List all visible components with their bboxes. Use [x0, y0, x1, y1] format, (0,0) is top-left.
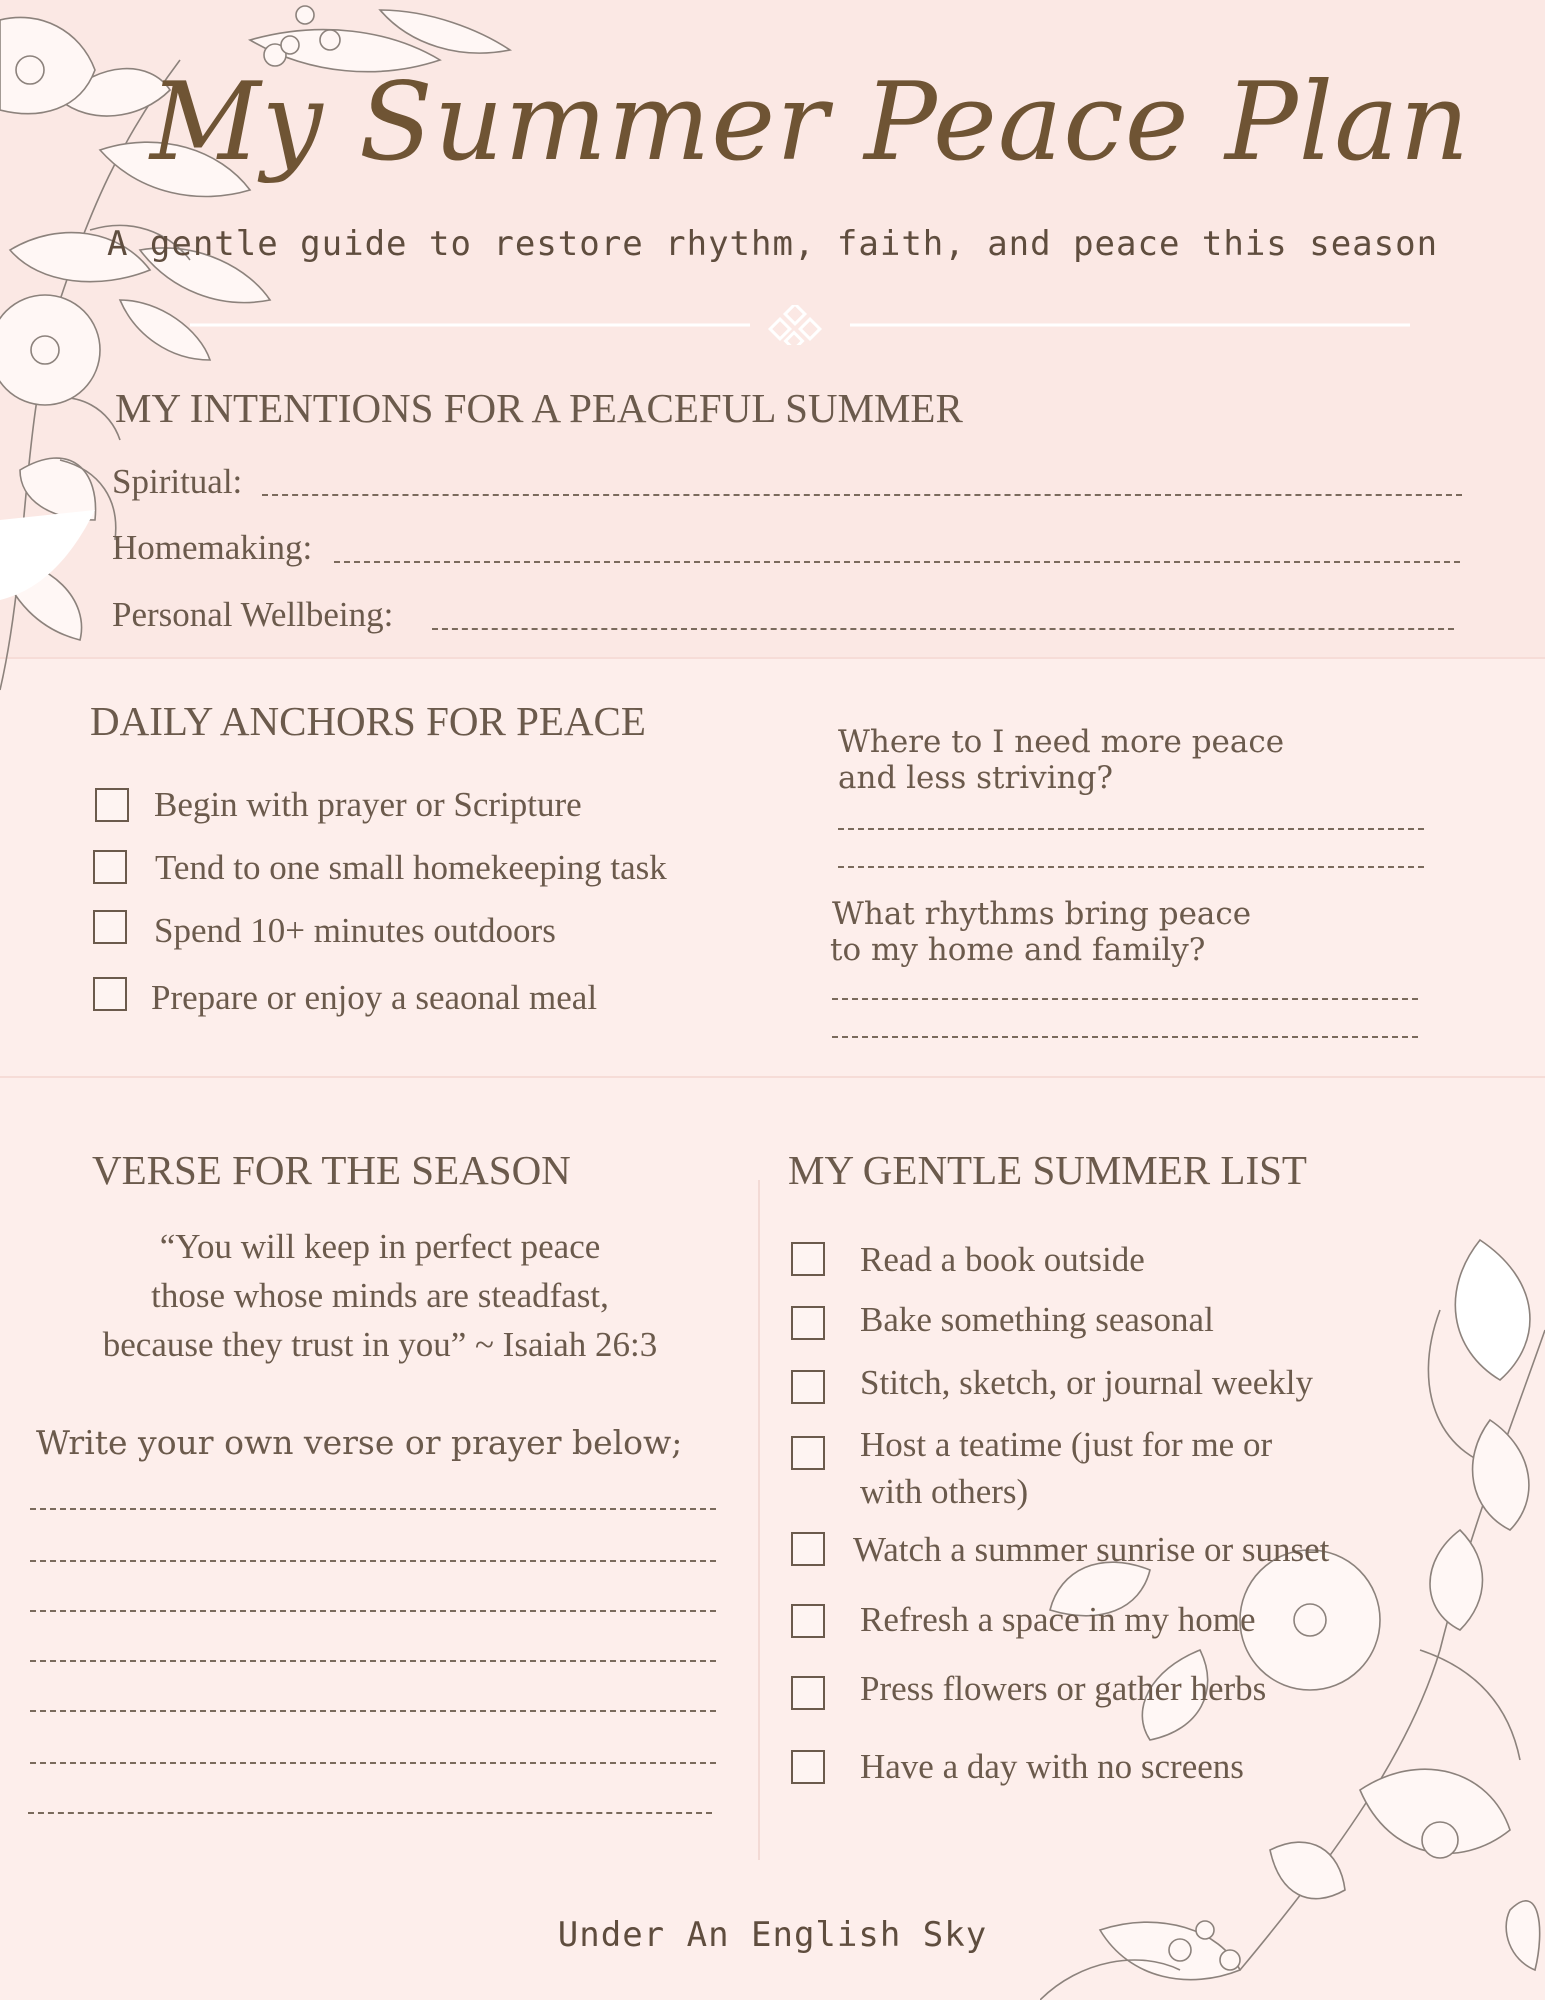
checkbox-icon[interactable]	[93, 977, 127, 1011]
write-line[interactable]	[30, 1710, 716, 1712]
write-line[interactable]	[28, 1812, 712, 1814]
checkbox-icon[interactable]	[791, 1436, 825, 1470]
intentions-heading: MY INTENTIONS FOR A PEACEFUL SUMMER	[115, 385, 963, 431]
write-line[interactable]	[334, 561, 1460, 563]
write-line[interactable]	[30, 1660, 716, 1662]
write-line[interactable]	[432, 628, 1454, 630]
verse-line: those whose minds are steadfast,	[151, 1276, 609, 1315]
summer-item: Refresh a space in my home	[860, 1600, 1256, 1639]
reflection-question-2: What rhythms bring peace	[832, 896, 1252, 932]
verse-text	[20, 1222, 740, 1369]
checkbox-icon[interactable]	[791, 1676, 825, 1710]
verse-heading: VERSE FOR THE SEASON	[92, 1147, 571, 1193]
write-line[interactable]	[838, 828, 1424, 830]
write-line[interactable]	[30, 1610, 716, 1612]
checkbox-icon[interactable]	[791, 1604, 825, 1638]
summer-item: Bake something seasonal	[860, 1300, 1214, 1339]
checkbox-icon[interactable]	[791, 1750, 825, 1784]
checkbox-icon[interactable]	[95, 788, 129, 822]
write-line[interactable]	[30, 1762, 716, 1764]
reflection-question-1-cont: and less striving?	[838, 760, 1114, 796]
anchor-item: Tend to one small homekeeping task	[155, 848, 667, 887]
section-divider	[0, 1076, 1545, 1078]
write-line[interactable]	[832, 998, 1418, 1000]
summer-item: Read a book outside	[860, 1240, 1145, 1279]
write-line[interactable]	[30, 1560, 716, 1562]
intention-label-wellbeing: Personal Wellbeing:	[112, 595, 394, 634]
footer-brand: Under An English Sky	[557, 1915, 988, 1955]
diamond-ornament-icon	[170, 305, 1430, 345]
summer-item: Stitch, sketch, or journal weekly	[860, 1363, 1313, 1402]
write-line[interactable]	[832, 1036, 1418, 1038]
write-line[interactable]	[30, 1508, 716, 1510]
reflection-question-1: Where to I need more peace	[838, 724, 1285, 760]
verse-prompt: Write your own verse or prayer below;	[36, 1423, 683, 1462]
reflection-question-2-cont: to my home and family?	[830, 932, 1206, 968]
anchor-item: Prepare or enjoy a seaonal meal	[151, 978, 598, 1017]
page-subtitle: A gentle guide to restore rhythm, faith, and peace this season	[106, 224, 1439, 264]
intention-label-homemaking: Homemaking:	[112, 528, 313, 567]
verse-line: “You will keep in perfect peace	[159, 1227, 601, 1266]
write-line[interactable]	[838, 866, 1424, 868]
anchor-item: Spend 10+ minutes outdoors	[154, 911, 556, 950]
summer-list-heading: MY GENTLE SUMMER LIST	[788, 1147, 1307, 1193]
page-title: My Summer Peace Plan	[150, 60, 1471, 185]
summer-item-continued: with others)	[860, 1472, 1029, 1511]
verse-line: because they trust in you” ~ Isaiah 26:3	[102, 1325, 658, 1364]
checkbox-icon[interactable]	[791, 1532, 825, 1566]
checkbox-icon[interactable]	[791, 1306, 825, 1340]
checkbox-icon[interactable]	[93, 850, 127, 884]
anchor-item: Begin with prayer or Scripture	[154, 785, 582, 824]
summer-item: Press flowers or gather herbs	[860, 1669, 1267, 1708]
summer-item: Have a day with no screens	[860, 1747, 1244, 1786]
checkbox-icon[interactable]	[791, 1242, 825, 1276]
column-divider	[758, 1180, 760, 1860]
anchors-heading: DAILY ANCHORS FOR PEACE	[90, 698, 646, 744]
write-line[interactable]	[262, 494, 1462, 496]
checkbox-icon[interactable]	[791, 1370, 825, 1404]
summer-item: Host a teatime (just for me or	[860, 1425, 1273, 1464]
summer-item: Watch a summer sunrise or sunset	[853, 1530, 1330, 1569]
checkbox-icon[interactable]	[93, 910, 127, 944]
intention-label-spiritual: Spiritual:	[112, 462, 243, 501]
